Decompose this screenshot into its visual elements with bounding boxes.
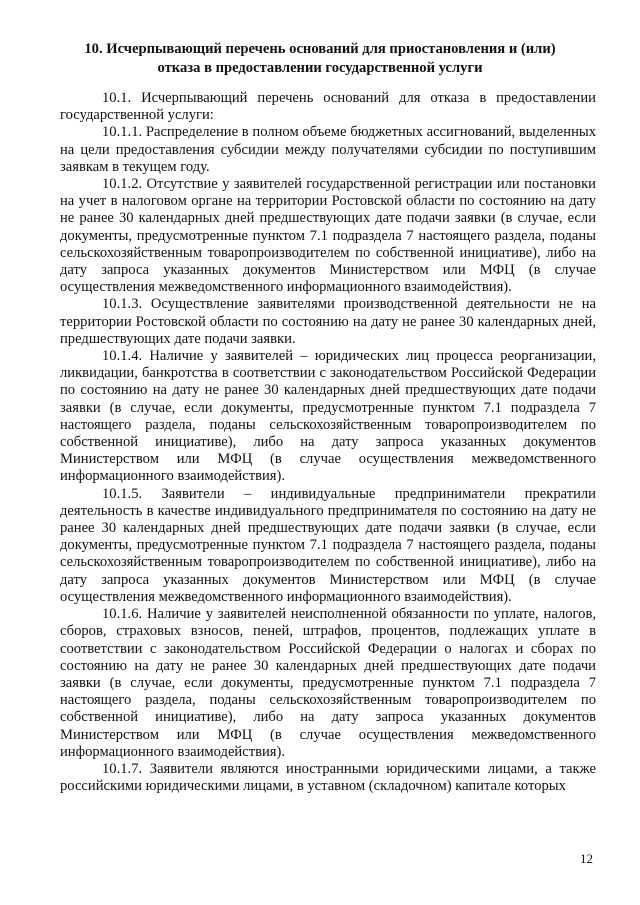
section-title: [60, 40, 580, 78]
page-number: 12: [580, 851, 593, 866]
section-title-line-2: отказа в предоставлении государственной услуги: [157, 60, 483, 76]
body-text: [60, 90, 596, 795]
paragraph-10-1-2: 10.1.2. Отсутствие у заявителей государственной регистрации или постановки на учет в налоговом органе на территории Ростовской области по состоянию на дату не ранее 30 календарных дней предшествующих дате подачи заявки (в случае, если документы, предусмотренные пунктом 7.1 подраздела 7 настоящего раздела, поданы сельскохозяйственным товаропроизводителем по собственной инициативе), либо на дату запроса указанных документов Министерством или МФЦ (в случае осуществления межведомственного информационного взаимодействия).: [60, 176, 596, 296]
paragraph-10-1-3: 10.1.3. Осуществление заявителями производственной деятельности не на территории Ростовской области по состоянию на дату не ранее 30 календарных дней, предшествующих дате подачи заявки.: [60, 296, 596, 347]
paragraph-10-1-6: 10.1.6. Наличие у заявителей неисполненной обязанности по уплате, налогов, сборов, страховых взносов, пеней, штрафов, процентов, подлежащих уплате в соответствии с законодательством Российской Федерации о налогах и сборах по состоянию на дату не ранее 30 календарных дней предшествующих дате подачи заявки (в случае, если документы, предусмотренные пунктом 7.1 подраздела 7 настоящего раздела, поданы сельскохозяйственным товаропроизводителем по собственной инициативе), либо на дату запроса указанных документов Министерством или МФЦ (в случае осуществления межведомственного информационного взаимодействия).: [60, 606, 596, 760]
paragraph-10-1-1: 10.1.1. Распределение в полном объеме бюджетных ассигнований, выделенных на цели предоставления субсидии между получателями субсидии по поступившим заявкам в текущем году.: [60, 124, 596, 175]
paragraph-10-1: 10.1. Исчерпывающий перечень оснований для отказа в предоставлении государственной услуги:: [60, 90, 596, 124]
paragraph-10-1-5: 10.1.5. Заявители – индивидуальные предприниматели прекратили деятельность в качестве индивидуального предпринимателя по состоянию на дату не ранее 30 календарных дней предшествующих дате подачи заявки (в случае, если документы, предусмотренные пунктом 7.1 подраздела 7 настоящего раздела, поданы сельскохозяйственным товаропроизводителем по собственной инициативе), либо на дату запроса указанных документов Министерством или МФЦ (в случае осуществления межведомственного информационного взаимодействия).: [60, 485, 596, 605]
paragraph-10-1-4: 10.1.4. Наличие у заявителей – юридических лиц процесса реорганизации, ликвидации, банкротства в соответствии с законодательством Российской Федерации по состоянию на дату не ранее 30 календарных дней предшествующих дате подачи заявки (в случае, если документы, предусмотренные пунктом 7.1 подраздела 7 настоящего раздела, поданы сельскохозяйственным товаропроизводителем по собственной инициативе), либо на дату запроса указанных документов Министерством или МФЦ (в случае осуществления межведомственного информационного взаимодействия).: [60, 348, 596, 485]
paragraph-10-1-7: 10.1.7. Заявители являются иностранными юридическими лицами, а также российскими юридическими лицами, в уставном (складочном) капитале которых: [60, 760, 596, 795]
section-title-line-1: 10. Исчерпывающий перечень оснований для приостановления и (или): [84, 41, 556, 57]
